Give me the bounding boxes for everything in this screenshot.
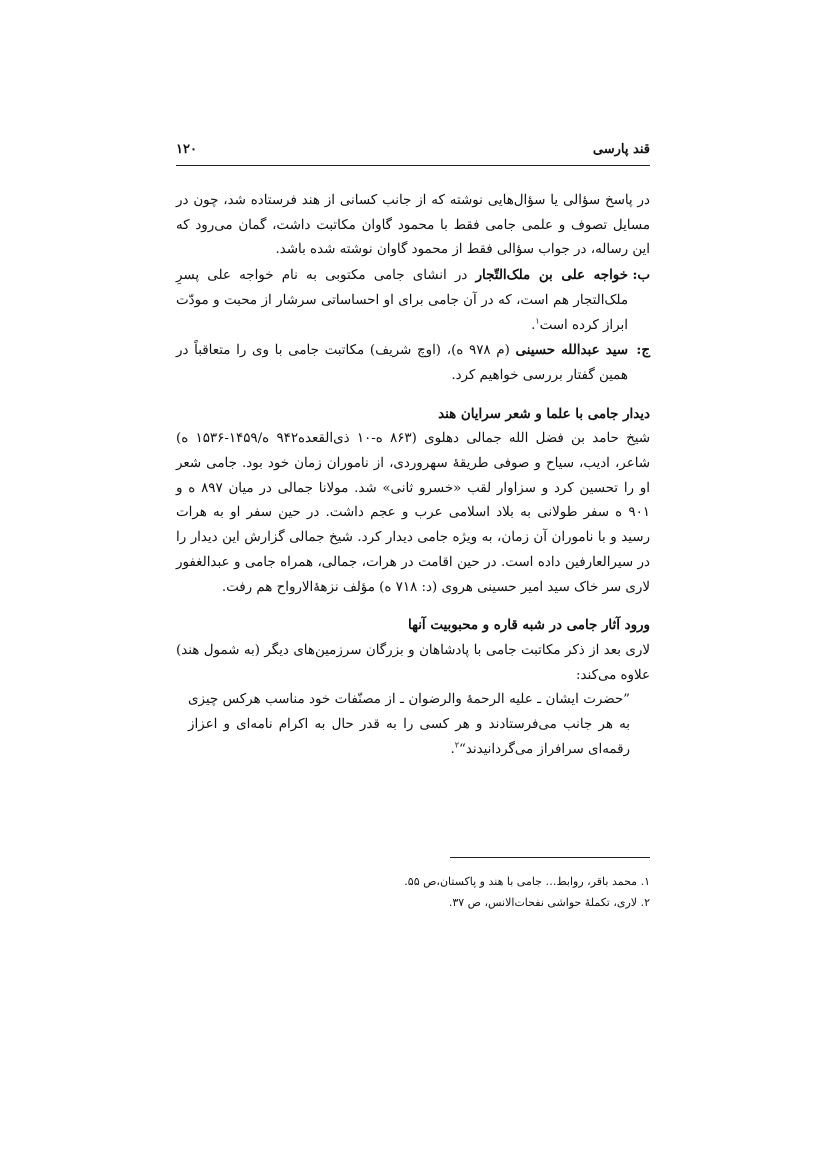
section-heading-works: ورود آثار جامی در شبه قاره و محبوبیت آنها <box>407 617 650 634</box>
item-b-end: . <box>531 317 536 333</box>
footnote-ref-2: ۲ <box>454 740 459 750</box>
page-body <box>176 189 650 762</box>
running-title: قند پارسی <box>592 142 650 157</box>
item-c-text: (م ۹۷۸ ه)، (اوچ شریف) مکاتبت جامی با وی را متعاقباً در همین گفتار بررسی خواهیم کرد. <box>176 343 628 383</box>
page-header <box>176 142 650 162</box>
works-paragraph: لاری بعد از ذکر مکاتبت جامی با پادشاهان و بزرگان سرزمین‌های دیگر (به شمول هند) علاوه می‌کند: <box>176 642 650 683</box>
footnotes <box>176 871 650 913</box>
item-b-label: ب: <box>632 267 650 284</box>
block-quote <box>176 688 650 762</box>
item-c-name: سید عبدالله حسینی <box>515 342 628 359</box>
page-number: ۱۲۰ <box>176 142 197 157</box>
list-item-c <box>176 338 650 388</box>
section-heading-meetings: دیدار جامی با علما و شعر سرایان هند <box>438 405 650 422</box>
quote-end: . <box>450 741 455 757</box>
footnote-2: ۲. لاری، تکملۀ حواشی نفحات‌الانس، ص ۳۷. <box>448 896 650 909</box>
footnote-rule <box>450 857 650 858</box>
quote-text: ”حضرت ایشان ـ علیه الرحمۀ والرضوان ـ از مصنّفات خود مناسب هرکس چیزی به هر جانب می‌فرستادند و هر کسی را به قدر حال به اکرام نامه‌ای و اعزاز رقمه‌ای سرافراز می‌گردانیدند“ <box>188 692 630 757</box>
item-b-name: خواجه علی بن ملک‌التّجار <box>475 267 628 284</box>
book-page <box>176 0 650 1169</box>
header-rule <box>176 165 650 166</box>
footnote-ref-1: ۱ <box>535 316 540 326</box>
footnote-1: ۱. محمد باقر، روابط… جامی با هند و پاکستان،ص ۵۵. <box>404 875 650 888</box>
list-item-b <box>176 263 650 338</box>
item-c-label: ج: <box>636 342 650 359</box>
item-b-text: در انشای جامی مکتوبی به نام خواجه علی پسرِ ملک‌التجار هم است، که در آن جامی برای او احساساتی سرشار از محبت و مودّت ابراز کرده است <box>176 268 628 333</box>
intro-paragraph: در پاسخ سؤالی یا سؤال‌هایی نوشته که از جانب کسانی از هند فرستاده شد، چون در مسایل تصوف و علمی جامی فقط با محمود گاوان مکاتبت داشت، گمان می‌رود که این رساله، در جواب سؤالی فقط از محمود گاوان نوشته شده باشد. <box>176 193 650 258</box>
meetings-paragraph: شیخ حامد بن فضل الله جمالی دهلوی (۸۶۳ ه-۱۰ ذی‌القعده۹۴۲ ه/۱۴۵۹-۱۵۳۶ ه) شاعر، ادیب، سیاح و صوفی طریقۀ سهروردی، از ناموران زمان خود بود. جامی شعر او را تحسین کرد و سزاوار لقب «خسرو ثانی» شد. مولانا جمالی در میان ۸۹۷ ه و ۹۰۱ ه سفر طولانی به بلاد اسلامی عرب و عجم داشت. در حین سفر او به هرات رسید و با ناموران آن زمان، به ویژه جامی دیدار کرد. شیخ جمالی گزارش این دیدار را در سیرالعارفین داده است. در حین اقامت در هرات، جمالی، همراه جامی و عبدالغفور لاری سر خاک سید امیر حسینی هروی (د: ۷۱۸ ه) مؤلف نزهۀالارواح هم رفت. <box>176 431 650 595</box>
